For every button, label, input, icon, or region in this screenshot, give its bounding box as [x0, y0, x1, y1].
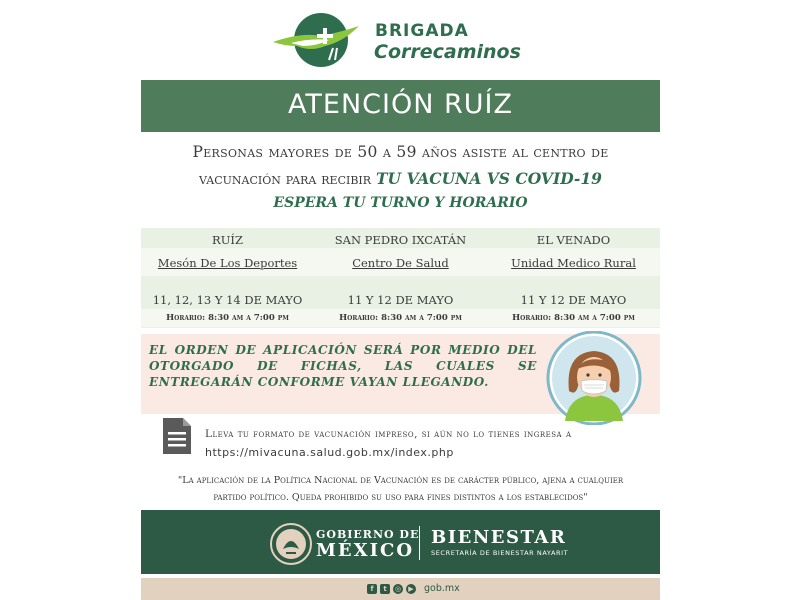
- venue-place: Unidad Medico Rural: [511, 256, 636, 270]
- roadrunner-logo-icon: [271, 12, 363, 68]
- vaccination-format-notice: [205, 428, 655, 459]
- document-icon: [163, 418, 191, 454]
- legal-disclaimer: [151, 472, 650, 506]
- intro-line-2: [141, 169, 660, 188]
- venue-place: Mesón De Los Deportes: [157, 256, 298, 270]
- intro-line-3: ESPERA TU TURNO Y HORARIO: [273, 195, 528, 211]
- venue-place: Centro De Salud: [352, 256, 449, 270]
- government-name: [316, 528, 419, 561]
- intro-text: [141, 143, 660, 211]
- government-line-1: GOBIERNO DE: [316, 528, 420, 541]
- venue-hours: Horario: 8:30 am a 7:00 pm: [166, 313, 289, 323]
- venue-town: RUÍZ: [212, 233, 243, 247]
- brigada-correcaminos-brand: [271, 10, 541, 70]
- venue-hours: Horario: 8:30 am a 7:00 pm: [512, 313, 635, 323]
- secretariat-name: [431, 527, 568, 557]
- venue-dates: 11 Y 12 DE MAYO: [347, 293, 454, 307]
- intro-line-2-emphasis: TU VACUNA VS COVID-19: [376, 169, 602, 188]
- secretariat-line-2: SECRETARÍA DE BIENESTAR NAYARIT: [431, 549, 569, 557]
- venue-dates: 11, 12, 13 Y 14 DE MAYO: [152, 293, 303, 307]
- brand-title: BRIGADA: [375, 21, 469, 41]
- facebook-icon[interactable]: f: [367, 584, 377, 594]
- vaccination-format-link[interactable]: https://mivacuna.salud.gob.mx/index.php: [205, 446, 454, 459]
- venue-dates: 11 Y 12 DE MAYO: [520, 293, 627, 307]
- intro-line-2-prefix: vacunación para recibir: [199, 170, 372, 188]
- brand-subtitle: Correcaminos: [374, 41, 521, 63]
- instagram-icon[interactable]: ◎: [394, 584, 402, 593]
- twitter-icon[interactable]: t: [380, 584, 390, 594]
- order-text: EL ORDEN DE APLICACIÓN SERÁ POR MEDIO DEL OTORGADO DE FICHAS, LAS CUALES SE ENTREGARÁN CONFORME VAYAN LLEGANDO.: [149, 343, 537, 389]
- disclaimer-line-2: partido político. Queda prohibido su uso para fines distintos a los establecidos": [213, 492, 588, 503]
- secretariat-line-1: BIENESTAR: [431, 527, 567, 548]
- footer-divider: [419, 526, 420, 560]
- venue-town: EL VENADO: [536, 233, 611, 247]
- masked-woman-avatar-icon: [545, 331, 643, 425]
- format-text: Lleva tu formato de vacunación impreso, si aún no lo tienes ingresa a: [205, 428, 572, 440]
- venue-town: SAN PEDRO IXCATÁN: [334, 233, 467, 247]
- youtube-icon[interactable]: ▶: [406, 584, 416, 594]
- title-banner: [141, 80, 660, 132]
- website-link[interactable]: gob.mx: [424, 583, 460, 594]
- disclaimer-line-1: "La aplicación de la Política Nacional de Vacunación es de carácter público, ajena a cualquier: [177, 475, 624, 486]
- mexico-seal-icon: [270, 523, 312, 565]
- social-links: [367, 583, 460, 594]
- government-line-2: MÉXICO: [316, 540, 415, 561]
- venue-hours: Horario: 8:30 am a 7:00 pm: [339, 313, 462, 323]
- page-title: ATENCIÓN RUÍZ: [288, 89, 513, 120]
- intro-line-1: Personas mayores de 50 a 59 años asiste al centro de: [192, 143, 609, 161]
- vaccination-poster: [141, 0, 660, 600]
